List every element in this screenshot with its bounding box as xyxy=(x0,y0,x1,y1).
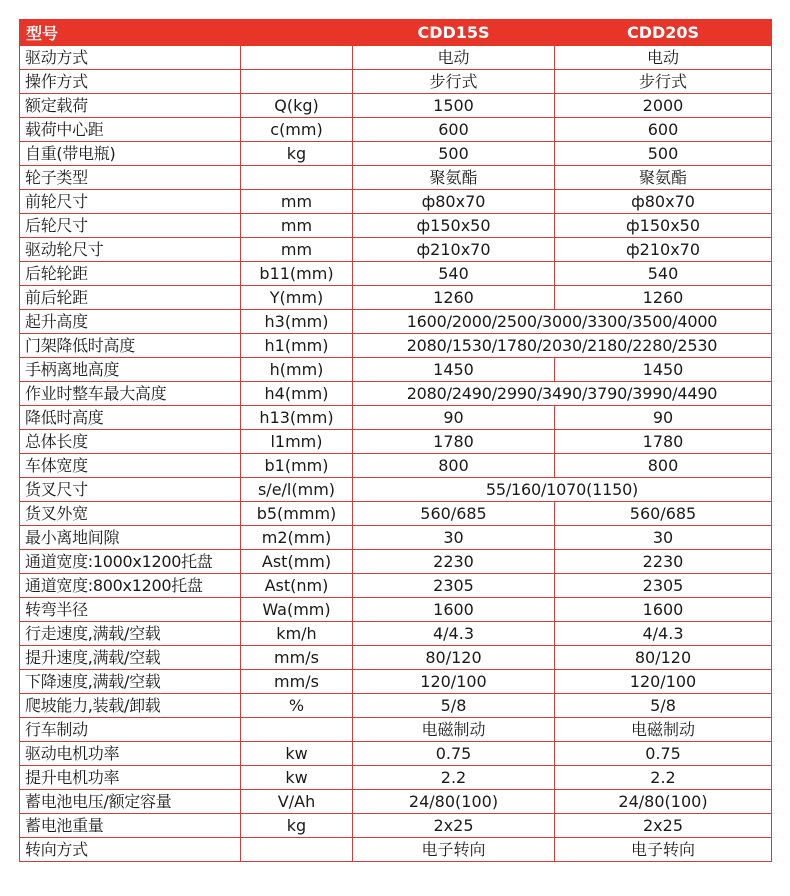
spec-unit-cell: mm/s xyxy=(241,670,353,694)
table-row xyxy=(20,142,772,166)
spec-value-cdd15s-cell: 30 xyxy=(353,526,555,550)
spec-unit-cell: Q(kg) xyxy=(241,94,353,118)
spec-name-cell: 提升电机功率 xyxy=(20,766,241,790)
spec-unit-cell xyxy=(241,70,353,94)
spec-name-cell: 作业时整车最大高度 xyxy=(20,382,241,406)
spec-shared-value-cell: 55/160/1070(1150) xyxy=(353,478,772,502)
spec-value-cdd20s-cell: 聚氨酯 xyxy=(555,166,772,190)
spec-value-cdd20s-cell: 2230 xyxy=(555,550,772,574)
spec-unit-cell: b11(mm) xyxy=(241,262,353,286)
spec-value-cdd20s-cell: 5/8 xyxy=(555,694,772,718)
spec-shared-value-cell: 2080/1530/1780/2030/2180/2280/2530 xyxy=(353,334,772,358)
spec-name-cell: 转弯半径 xyxy=(20,598,241,622)
spec-name-cell: 蓄电池电压/额定容量 xyxy=(20,790,241,814)
spec-unit-cell: km/h xyxy=(241,622,353,646)
spec-value-cdd15s-cell: 600 xyxy=(353,118,555,142)
spec-unit-cell: Ast(mm) xyxy=(241,550,353,574)
spec-value-cdd15s-cell: 2230 xyxy=(353,550,555,574)
table-row xyxy=(20,718,772,742)
spec-name-cell: 爬坡能力,装载/卸载 xyxy=(20,694,241,718)
spec-value-cdd20s-cell: 4/4.3 xyxy=(555,622,772,646)
spec-value-cdd15s-cell: 80/120 xyxy=(353,646,555,670)
table-row xyxy=(20,574,772,598)
spec-unit-cell: l1mm) xyxy=(241,430,353,454)
header-model-2: CDD20S xyxy=(555,20,772,46)
spec-value-cdd20s-cell: 2.2 xyxy=(555,766,772,790)
spec-value-cdd15s-cell: 5/8 xyxy=(353,694,555,718)
spec-value-cdd20s-cell: 90 xyxy=(555,406,772,430)
spec-unit-cell: c(mm) xyxy=(241,118,353,142)
spec-name-cell: 通道宽度:800x1200托盘 xyxy=(20,574,241,598)
table-row xyxy=(20,454,772,478)
spec-value-cdd15s-cell: 1500 xyxy=(353,94,555,118)
spec-name-cell: 通道宽度:1000x1200托盘 xyxy=(20,550,241,574)
spec-value-cdd15s-cell: 4/4.3 xyxy=(353,622,555,646)
spec-name-cell: 总体长度 xyxy=(20,430,241,454)
spec-unit-cell: b5(mmm) xyxy=(241,502,353,526)
spec-value-cdd15s-cell: 1600 xyxy=(353,598,555,622)
spec-name-cell: 后轮轮距 xyxy=(20,262,241,286)
spec-unit-cell: mm xyxy=(241,238,353,262)
spec-value-cdd15s-cell: 电动 xyxy=(353,46,555,70)
spec-value-cdd20s-cell: 步行式 xyxy=(555,70,772,94)
spec-value-cdd20s-cell: 500 xyxy=(555,142,772,166)
spec-value-cdd15s-cell: 90 xyxy=(353,406,555,430)
spec-name-cell: 后轮尺寸 xyxy=(20,214,241,238)
spec-value-cdd15s-cell: 800 xyxy=(353,454,555,478)
spec-name-cell: 最小离地间隙 xyxy=(20,526,241,550)
header-unit xyxy=(241,20,353,46)
spec-unit-cell: b1(mm) xyxy=(241,454,353,478)
spec-unit-cell: % xyxy=(241,694,353,718)
spec-value-cdd20s-cell: 120/100 xyxy=(555,670,772,694)
header-model-1: CDD15S xyxy=(353,20,555,46)
spec-value-cdd20s-cell: 电动 xyxy=(555,46,772,70)
spec-value-cdd20s-cell: 24/80(100) xyxy=(555,790,772,814)
table-row xyxy=(20,46,772,70)
table-row xyxy=(20,214,772,238)
spec-value-cdd15s-cell: 24/80(100) xyxy=(353,790,555,814)
spec-value-cdd20s-cell: 0.75 xyxy=(555,742,772,766)
spec-value-cdd20s-cell: 540 xyxy=(555,262,772,286)
table-row xyxy=(20,430,772,454)
spec-value-cdd15s-cell: 电子转向 xyxy=(353,838,555,862)
spec-value-cdd15s-cell: 步行式 xyxy=(353,70,555,94)
spec-name-cell: 下降速度,满载/空载 xyxy=(20,670,241,694)
spec-value-cdd15s-cell: 2x25 xyxy=(353,814,555,838)
spec-unit-cell: mm/s xyxy=(241,646,353,670)
table-row xyxy=(20,742,772,766)
table-row xyxy=(20,334,772,358)
spec-unit-cell: h4(mm) xyxy=(241,382,353,406)
spec-unit-cell: kg xyxy=(241,814,353,838)
spec-value-cdd15s-cell: ф80x70 xyxy=(353,190,555,214)
spec-value-cdd15s-cell: 500 xyxy=(353,142,555,166)
table-row xyxy=(20,262,772,286)
spec-name-cell: 车体宽度 xyxy=(20,454,241,478)
spec-value-cdd20s-cell: 600 xyxy=(555,118,772,142)
spec-name-cell: 蓄电池重量 xyxy=(20,814,241,838)
spec-name-cell: 行车制动 xyxy=(20,718,241,742)
spec-name-cell: 额定载荷 xyxy=(20,94,241,118)
spec-name-cell: 前后轮距 xyxy=(20,286,241,310)
spec-name-cell: 前轮尺寸 xyxy=(20,190,241,214)
spec-table-body xyxy=(20,46,772,862)
spec-unit-cell: kw xyxy=(241,742,353,766)
spec-unit-cell xyxy=(241,838,353,862)
spec-value-cdd15s-cell: 540 xyxy=(353,262,555,286)
table-row xyxy=(20,94,772,118)
spec-unit-cell: h3(mm) xyxy=(241,310,353,334)
spec-table xyxy=(19,19,772,862)
spec-name-cell: 驱动方式 xyxy=(20,46,241,70)
spec-unit-cell: h13(mm) xyxy=(241,406,353,430)
table-row xyxy=(20,238,772,262)
table-row xyxy=(20,838,772,862)
spec-name-cell: 货叉尺寸 xyxy=(20,478,241,502)
table-row xyxy=(20,382,772,406)
spec-value-cdd15s-cell: ф210x70 xyxy=(353,238,555,262)
spec-value-cdd15s-cell: 1780 xyxy=(353,430,555,454)
spec-value-cdd20s-cell: 2000 xyxy=(555,94,772,118)
spec-unit-cell xyxy=(241,718,353,742)
spec-unit-cell: Wa(mm) xyxy=(241,598,353,622)
spec-value-cdd20s-cell: 1260 xyxy=(555,286,772,310)
table-row xyxy=(20,646,772,670)
table-row xyxy=(20,526,772,550)
table-row xyxy=(20,358,772,382)
spec-value-cdd20s-cell: 1600 xyxy=(555,598,772,622)
spec-unit-cell: kw xyxy=(241,766,353,790)
table-row xyxy=(20,190,772,214)
spec-value-cdd20s-cell: 电子转向 xyxy=(555,838,772,862)
spec-unit-cell: s/e/l(mm) xyxy=(241,478,353,502)
spec-value-cdd20s-cell: 560/685 xyxy=(555,502,772,526)
spec-name-cell: 驱动轮尺寸 xyxy=(20,238,241,262)
spec-name-cell: 手柄离地高度 xyxy=(20,358,241,382)
spec-value-cdd15s-cell: 1450 xyxy=(353,358,555,382)
header-label: 型号 xyxy=(20,20,241,46)
spec-name-cell: 门架降低时高度 xyxy=(20,334,241,358)
table-row xyxy=(20,310,772,334)
spec-name-cell: 转向方式 xyxy=(20,838,241,862)
table-row xyxy=(20,622,772,646)
spec-unit-cell xyxy=(241,166,353,190)
spec-name-cell: 提升速度,满载/空载 xyxy=(20,646,241,670)
spec-value-cdd20s-cell: 30 xyxy=(555,526,772,550)
spec-unit-cell xyxy=(241,46,353,70)
table-row xyxy=(20,694,772,718)
table-row xyxy=(20,790,772,814)
spec-name-cell: 载荷中心距 xyxy=(20,118,241,142)
spec-name-cell: 起升高度 xyxy=(20,310,241,334)
spec-shared-value-cell: 2080/2490/2990/3490/3790/3990/4490 xyxy=(353,382,772,406)
spec-name-cell: 行走速度,满载/空载 xyxy=(20,622,241,646)
spec-value-cdd20s-cell: ф210x70 xyxy=(555,238,772,262)
spec-value-cdd20s-cell: 1780 xyxy=(555,430,772,454)
spec-value-cdd20s-cell: 80/120 xyxy=(555,646,772,670)
table-row xyxy=(20,166,772,190)
spec-unit-cell: Ast(nm) xyxy=(241,574,353,598)
spec-value-cdd15s-cell: 聚氨酯 xyxy=(353,166,555,190)
spec-value-cdd15s-cell: 560/685 xyxy=(353,502,555,526)
spec-name-cell: 操作方式 xyxy=(20,70,241,94)
spec-name-cell: 降低时高度 xyxy=(20,406,241,430)
header-row xyxy=(20,20,772,46)
spec-value-cdd15s-cell: 1260 xyxy=(353,286,555,310)
table-row xyxy=(20,766,772,790)
spec-name-cell: 驱动电机功率 xyxy=(20,742,241,766)
spec-value-cdd20s-cell: ф150x50 xyxy=(555,214,772,238)
spec-name-cell: 自重(带电瓶) xyxy=(20,142,241,166)
table-row xyxy=(20,550,772,574)
table-row xyxy=(20,70,772,94)
spec-value-cdd20s-cell: 电磁制动 xyxy=(555,718,772,742)
table-row xyxy=(20,478,772,502)
table-row xyxy=(20,502,772,526)
spec-unit-cell: mm xyxy=(241,214,353,238)
table-row xyxy=(20,406,772,430)
spec-value-cdd15s-cell: 0.75 xyxy=(353,742,555,766)
spec-shared-value-cell: 1600/2000/2500/3000/3300/3500/4000 xyxy=(353,310,772,334)
spec-unit-cell: Y(mm) xyxy=(241,286,353,310)
spec-name-cell: 轮子类型 xyxy=(20,166,241,190)
spec-table-container xyxy=(19,19,771,862)
table-row xyxy=(20,118,772,142)
table-row xyxy=(20,670,772,694)
spec-unit-cell: h(mm) xyxy=(241,358,353,382)
spec-unit-cell: m2(mm) xyxy=(241,526,353,550)
spec-value-cdd20s-cell: 2x25 xyxy=(555,814,772,838)
spec-value-cdd20s-cell: 1450 xyxy=(555,358,772,382)
spec-unit-cell: kg xyxy=(241,142,353,166)
spec-value-cdd20s-cell: 800 xyxy=(555,454,772,478)
table-row xyxy=(20,598,772,622)
table-row xyxy=(20,814,772,838)
spec-unit-cell: h1(mm) xyxy=(241,334,353,358)
spec-value-cdd15s-cell: ф150x50 xyxy=(353,214,555,238)
spec-unit-cell: V/Ah xyxy=(241,790,353,814)
spec-value-cdd15s-cell: 2305 xyxy=(353,574,555,598)
spec-value-cdd15s-cell: 电磁制动 xyxy=(353,718,555,742)
spec-unit-cell: mm xyxy=(241,190,353,214)
spec-value-cdd20s-cell: ф80x70 xyxy=(555,190,772,214)
spec-value-cdd15s-cell: 2.2 xyxy=(353,766,555,790)
spec-name-cell: 货叉外宽 xyxy=(20,502,241,526)
table-row xyxy=(20,286,772,310)
spec-value-cdd15s-cell: 120/100 xyxy=(353,670,555,694)
spec-value-cdd20s-cell: 2305 xyxy=(555,574,772,598)
